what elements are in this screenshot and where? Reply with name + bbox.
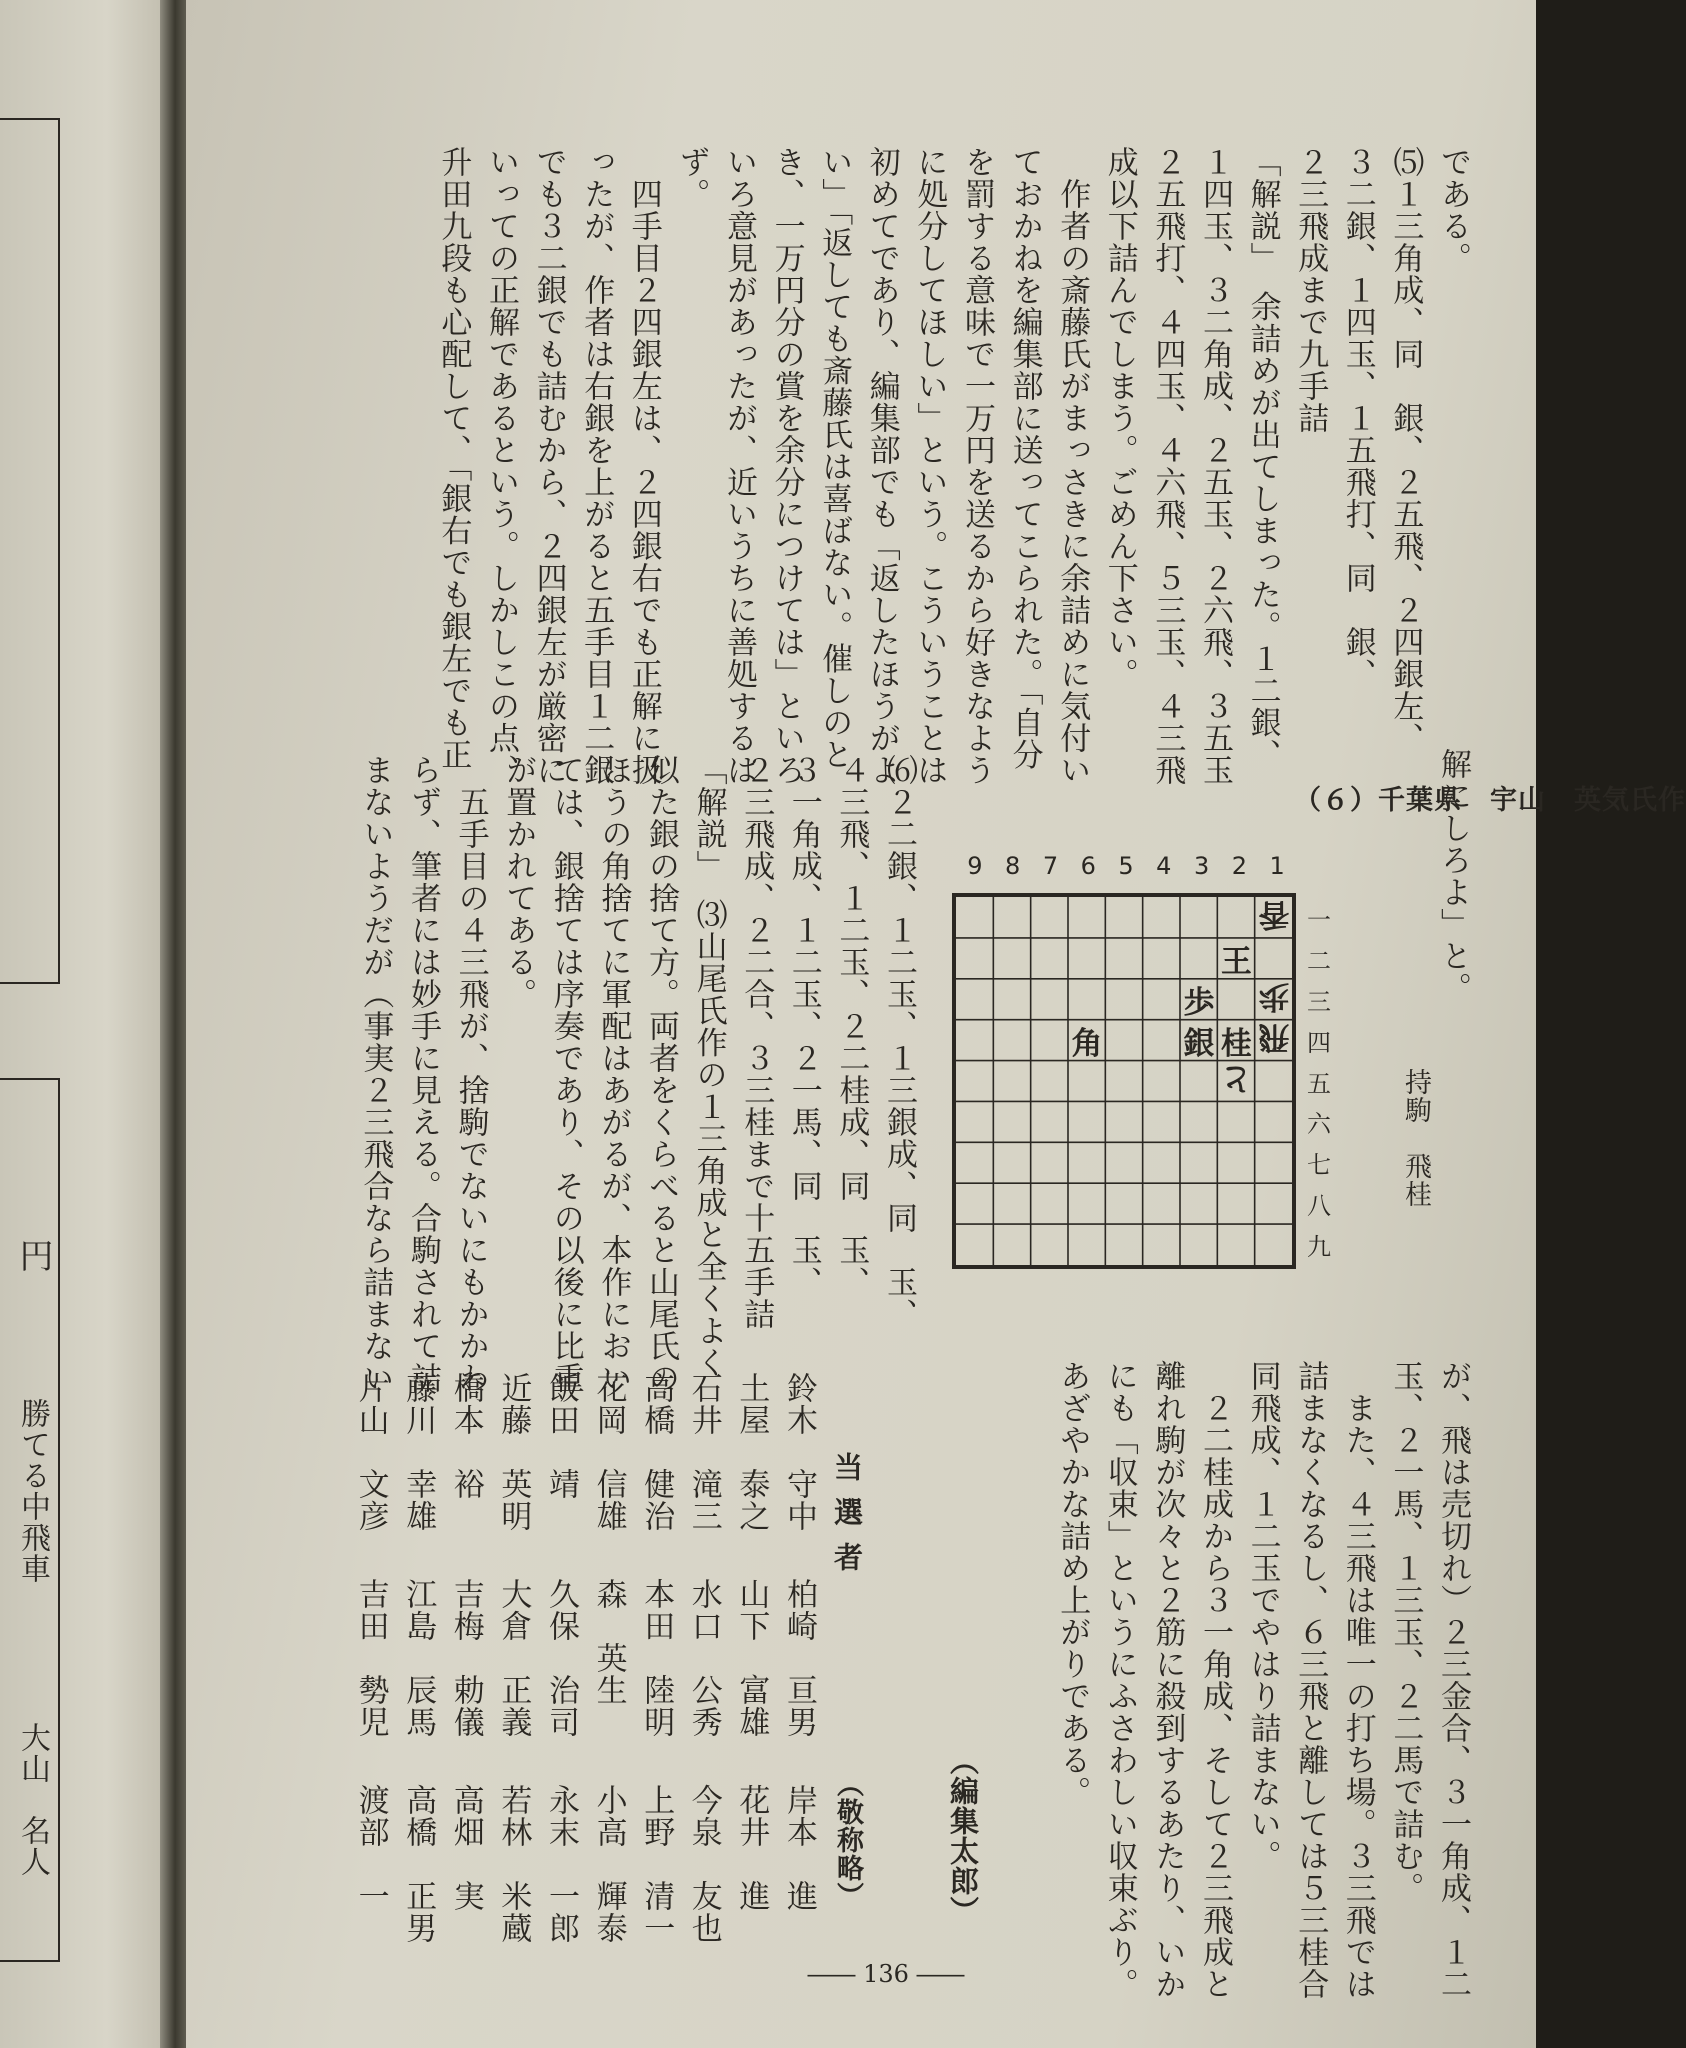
shogi-piece: 香 bbox=[1258, 896, 1290, 932]
main-text-line: を罰する意味で一万円を送るから好きなよう bbox=[959, 146, 995, 786]
left-box-char-yen: 円 bbox=[13, 1238, 53, 1273]
winner-name: 森 英生 bbox=[590, 1578, 627, 1706]
shogi-piece: 歩 bbox=[1258, 977, 1290, 1014]
left-box-author: 大山 名人 bbox=[15, 1722, 50, 1877]
winner-name: 江島 辰馬 bbox=[400, 1578, 437, 1738]
commentary-line: にも「収束」というにふさわしい収束ぶり。 bbox=[1101, 1360, 1138, 2000]
solution-6-line: が置かれてある。 bbox=[500, 754, 537, 1010]
solution-6-line: ほうの角捨てに軍配はあがるが、本作におい bbox=[595, 754, 632, 1394]
winner-name: 石井 滝三 bbox=[685, 1372, 722, 1532]
winner-name: 上野 清一 bbox=[638, 1784, 675, 1944]
main-text-line: である。 bbox=[1435, 146, 1471, 274]
winner-name: 今泉 友也 bbox=[685, 1784, 722, 1944]
solution-6-line: ２三飛成、２二合、３三桂まで十五手詰 bbox=[738, 754, 775, 1330]
commentary-line: ２二桂成から３一角成、そして２三飛成と bbox=[1197, 1360, 1233, 2000]
solution-6-line: ては、銀捨ては序奏であり、その以後に比重 bbox=[547, 754, 584, 1394]
main-text-line: 初めてであり、編集部でも「返したほうがよ bbox=[863, 146, 900, 786]
solution-6-line: ４三飛、１二玉、２二桂成、同 玉、 bbox=[833, 754, 870, 1298]
commentary-line: 同飛成、１二玉でやはり詰まない。 bbox=[1244, 1360, 1281, 1872]
winner-name: 近藤 英明 bbox=[495, 1372, 532, 1532]
board-row-number: 九 bbox=[1307, 1233, 1331, 1262]
commentary-line: 玉、２一馬、１三玉、２二馬で詰む。 bbox=[1387, 1360, 1424, 1904]
winner-name: 高橋 健治 bbox=[638, 1372, 675, 1532]
winner-name: 岸本 進 bbox=[781, 1784, 817, 1912]
solution-6-line: 似た銀の捨て方。両者をくらべると山尾氏の bbox=[643, 754, 679, 1394]
commentary-line: あざやかな詰め上がりである。 bbox=[1054, 1360, 1091, 1808]
solution-6-line: ３一角成、１二玉、２一馬、同 玉、 bbox=[785, 754, 822, 1298]
main-text-line: ったが、作者は右銀を上がると五手目１二銀 bbox=[578, 146, 615, 786]
board-row-number: 五 bbox=[1307, 1069, 1331, 1098]
left-box-title: 勝てる中飛車 bbox=[15, 1398, 50, 1584]
main-text-line: ておかねを編集部に送ってこられた。「自分 bbox=[1006, 146, 1043, 771]
main-text-line: き、一万円分の賞を余分につけては」といろ bbox=[768, 146, 805, 786]
winner-name: 花井 進 bbox=[733, 1784, 770, 1912]
continuation-line: 解にしろよ」と。 bbox=[1435, 748, 1471, 1004]
main-text-line: いっての正解であるという。しかしこの点、 bbox=[483, 146, 519, 786]
main-text-line: に処分してほしい」という。こういうことは bbox=[911, 146, 948, 786]
solution-6-line: らず、筆者には妙手に見える。合駒されて詰 bbox=[405, 754, 441, 1394]
left-page bbox=[0, 0, 178, 2048]
main-text-line: 成以下詰んでしまう。ごめん下さい。 bbox=[1101, 146, 1138, 690]
main-text-line: ２三飛成まで九手詰 bbox=[1292, 146, 1329, 434]
main-text-line: い」「返しても斎藤氏は喜ばない。催しのと bbox=[816, 146, 853, 771]
solution-6-line: 「解説」 ⑶山尾氏作の１三角成と全くよく bbox=[690, 754, 727, 1379]
winner-name: 久保 治司 bbox=[543, 1578, 579, 1738]
board-row-number: 三 bbox=[1307, 987, 1331, 1016]
shogi-piece: 飛 bbox=[1258, 1018, 1290, 1055]
winner-name: 藤川 幸雄 bbox=[400, 1372, 437, 1532]
winner-name: 小高 輝泰 bbox=[590, 1784, 627, 1944]
main-text-line: でも３二銀でも詰むから、２四銀左が厳密に bbox=[530, 146, 567, 786]
board-column-number: 8 bbox=[1005, 852, 1021, 880]
shogi-piece: 桂 bbox=[1220, 1025, 1252, 1062]
main-text-line: １四玉、３二角成、２五玉、２六飛、３五玉 bbox=[1197, 146, 1233, 786]
problem-title: （６）千葉県 宇山 英気氏作 bbox=[1294, 785, 1686, 816]
board-row-number: 六 bbox=[1307, 1110, 1331, 1139]
winner-name: 片山 文彦 bbox=[352, 1372, 389, 1532]
page-number: ―― 136 ―― bbox=[807, 1960, 965, 1988]
shogi-board bbox=[952, 893, 1296, 1269]
main-text-line: 升田九段も心配して、「銀右でも銀左でも正 bbox=[435, 146, 472, 771]
shogi-piece: 歩 bbox=[1183, 984, 1215, 1021]
board-column-number: 9 bbox=[967, 852, 983, 880]
main-text-line: ⑸１三角成、同 銀、２五飛、２四銀左、 bbox=[1387, 146, 1424, 754]
winner-name: 水口 公秀 bbox=[685, 1578, 722, 1738]
solution-6-line: 五手目の４三飛が、捨駒でないにもかかわ bbox=[452, 754, 489, 1394]
winner-name: 高畑 実 bbox=[447, 1784, 484, 1912]
board-row-number: 四 bbox=[1307, 1028, 1331, 1057]
board-column-number: 5 bbox=[1118, 852, 1134, 880]
winner-name: 飯田 靖 bbox=[543, 1372, 579, 1500]
winner-name: 鈴木 守中 bbox=[781, 1372, 817, 1532]
winner-name: 吉田 勢児 bbox=[352, 1578, 389, 1738]
winner-name: 若林 米蔵 bbox=[495, 1784, 532, 1944]
winner-name: 山下 富雄 bbox=[733, 1578, 770, 1738]
main-text-line: ３二銀、１四玉、１五飛打、同 銀、 bbox=[1339, 146, 1376, 690]
board-column-number: 4 bbox=[1156, 852, 1172, 880]
shogi-piece: 角 bbox=[1071, 1025, 1103, 1062]
solution-6-line: ⑹２二銀、１二玉、１三銀成、同 玉、 bbox=[881, 754, 917, 1330]
board-column-number: 6 bbox=[1080, 852, 1096, 880]
main-text-line: 「解説」 余詰めが出てしまった。１二銀、 bbox=[1244, 146, 1281, 771]
board-row-number: 七 bbox=[1307, 1151, 1331, 1180]
winners-note: （敬称略） bbox=[832, 1770, 863, 1910]
board-column-number: 7 bbox=[1042, 852, 1059, 880]
board-row-number: 二 bbox=[1307, 946, 1331, 975]
winner-name: 永末 一郎 bbox=[543, 1784, 579, 1944]
winner-name: 土屋 泰之 bbox=[733, 1372, 770, 1532]
board-column-number: 3 bbox=[1193, 852, 1210, 880]
winners-heading: 当選者 bbox=[830, 1452, 864, 1587]
main-text-line: 作者の斎藤氏がまっさきに余詰めに気付い bbox=[1054, 146, 1091, 786]
commentary-line: また、４三飛は唯一の打ち場。３三飛では bbox=[1339, 1360, 1376, 2000]
board-column-number: 2 bbox=[1231, 852, 1247, 880]
board-column-number: 1 bbox=[1269, 852, 1285, 880]
shogi-piece: 王 bbox=[1220, 943, 1252, 980]
commentary-line: 詰まなくなるし、６三飛と離しては５三桂合 bbox=[1292, 1360, 1329, 2000]
main-text-line: ず。 bbox=[673, 146, 710, 210]
winner-name: 大倉 正義 bbox=[495, 1578, 532, 1738]
winner-name: 橋本 裕 bbox=[447, 1372, 484, 1500]
shogi-piece: 銀 bbox=[1183, 1025, 1215, 1062]
signature: （編集太郎） bbox=[946, 1746, 980, 1926]
mochigoma: 持駒 飛桂 bbox=[1400, 1068, 1431, 1208]
board-row-number: 一 bbox=[1307, 906, 1331, 934]
main-text-line: 四手目２四銀左は、２四銀右でも正解に扱 bbox=[625, 146, 662, 786]
main-text-line: ２五飛打、４四玉、４六飛、５三玉、４三飛 bbox=[1149, 146, 1186, 786]
left-page-box-top bbox=[0, 118, 60, 984]
solution-6-line: まないようだが（事実２三飛合なら詰まない bbox=[357, 754, 394, 1394]
commentary-line: 離れ駒が次々と２筋に殺到するあたり、いか bbox=[1149, 1360, 1186, 2000]
main-text-line: いろ意見があったが、近いうちに善処するは bbox=[721, 146, 757, 786]
winner-name: 吉梅 勅儀 bbox=[447, 1578, 484, 1738]
board-column-numbers bbox=[956, 852, 1296, 880]
winner-name: 本田 陸明 bbox=[638, 1578, 675, 1738]
board-row-number: 八 bbox=[1307, 1192, 1331, 1221]
winner-name: 柏崎 亘男 bbox=[781, 1578, 817, 1738]
winner-name: 渡部 一 bbox=[352, 1784, 389, 1912]
shogi-piece: と bbox=[1220, 1059, 1252, 1096]
winner-name: 花岡 信雄 bbox=[590, 1372, 627, 1532]
winner-name: 高橋 正男 bbox=[400, 1784, 437, 1944]
commentary-line: が、飛は売切れ）２三金合、３一角成、１二 bbox=[1435, 1360, 1471, 2000]
